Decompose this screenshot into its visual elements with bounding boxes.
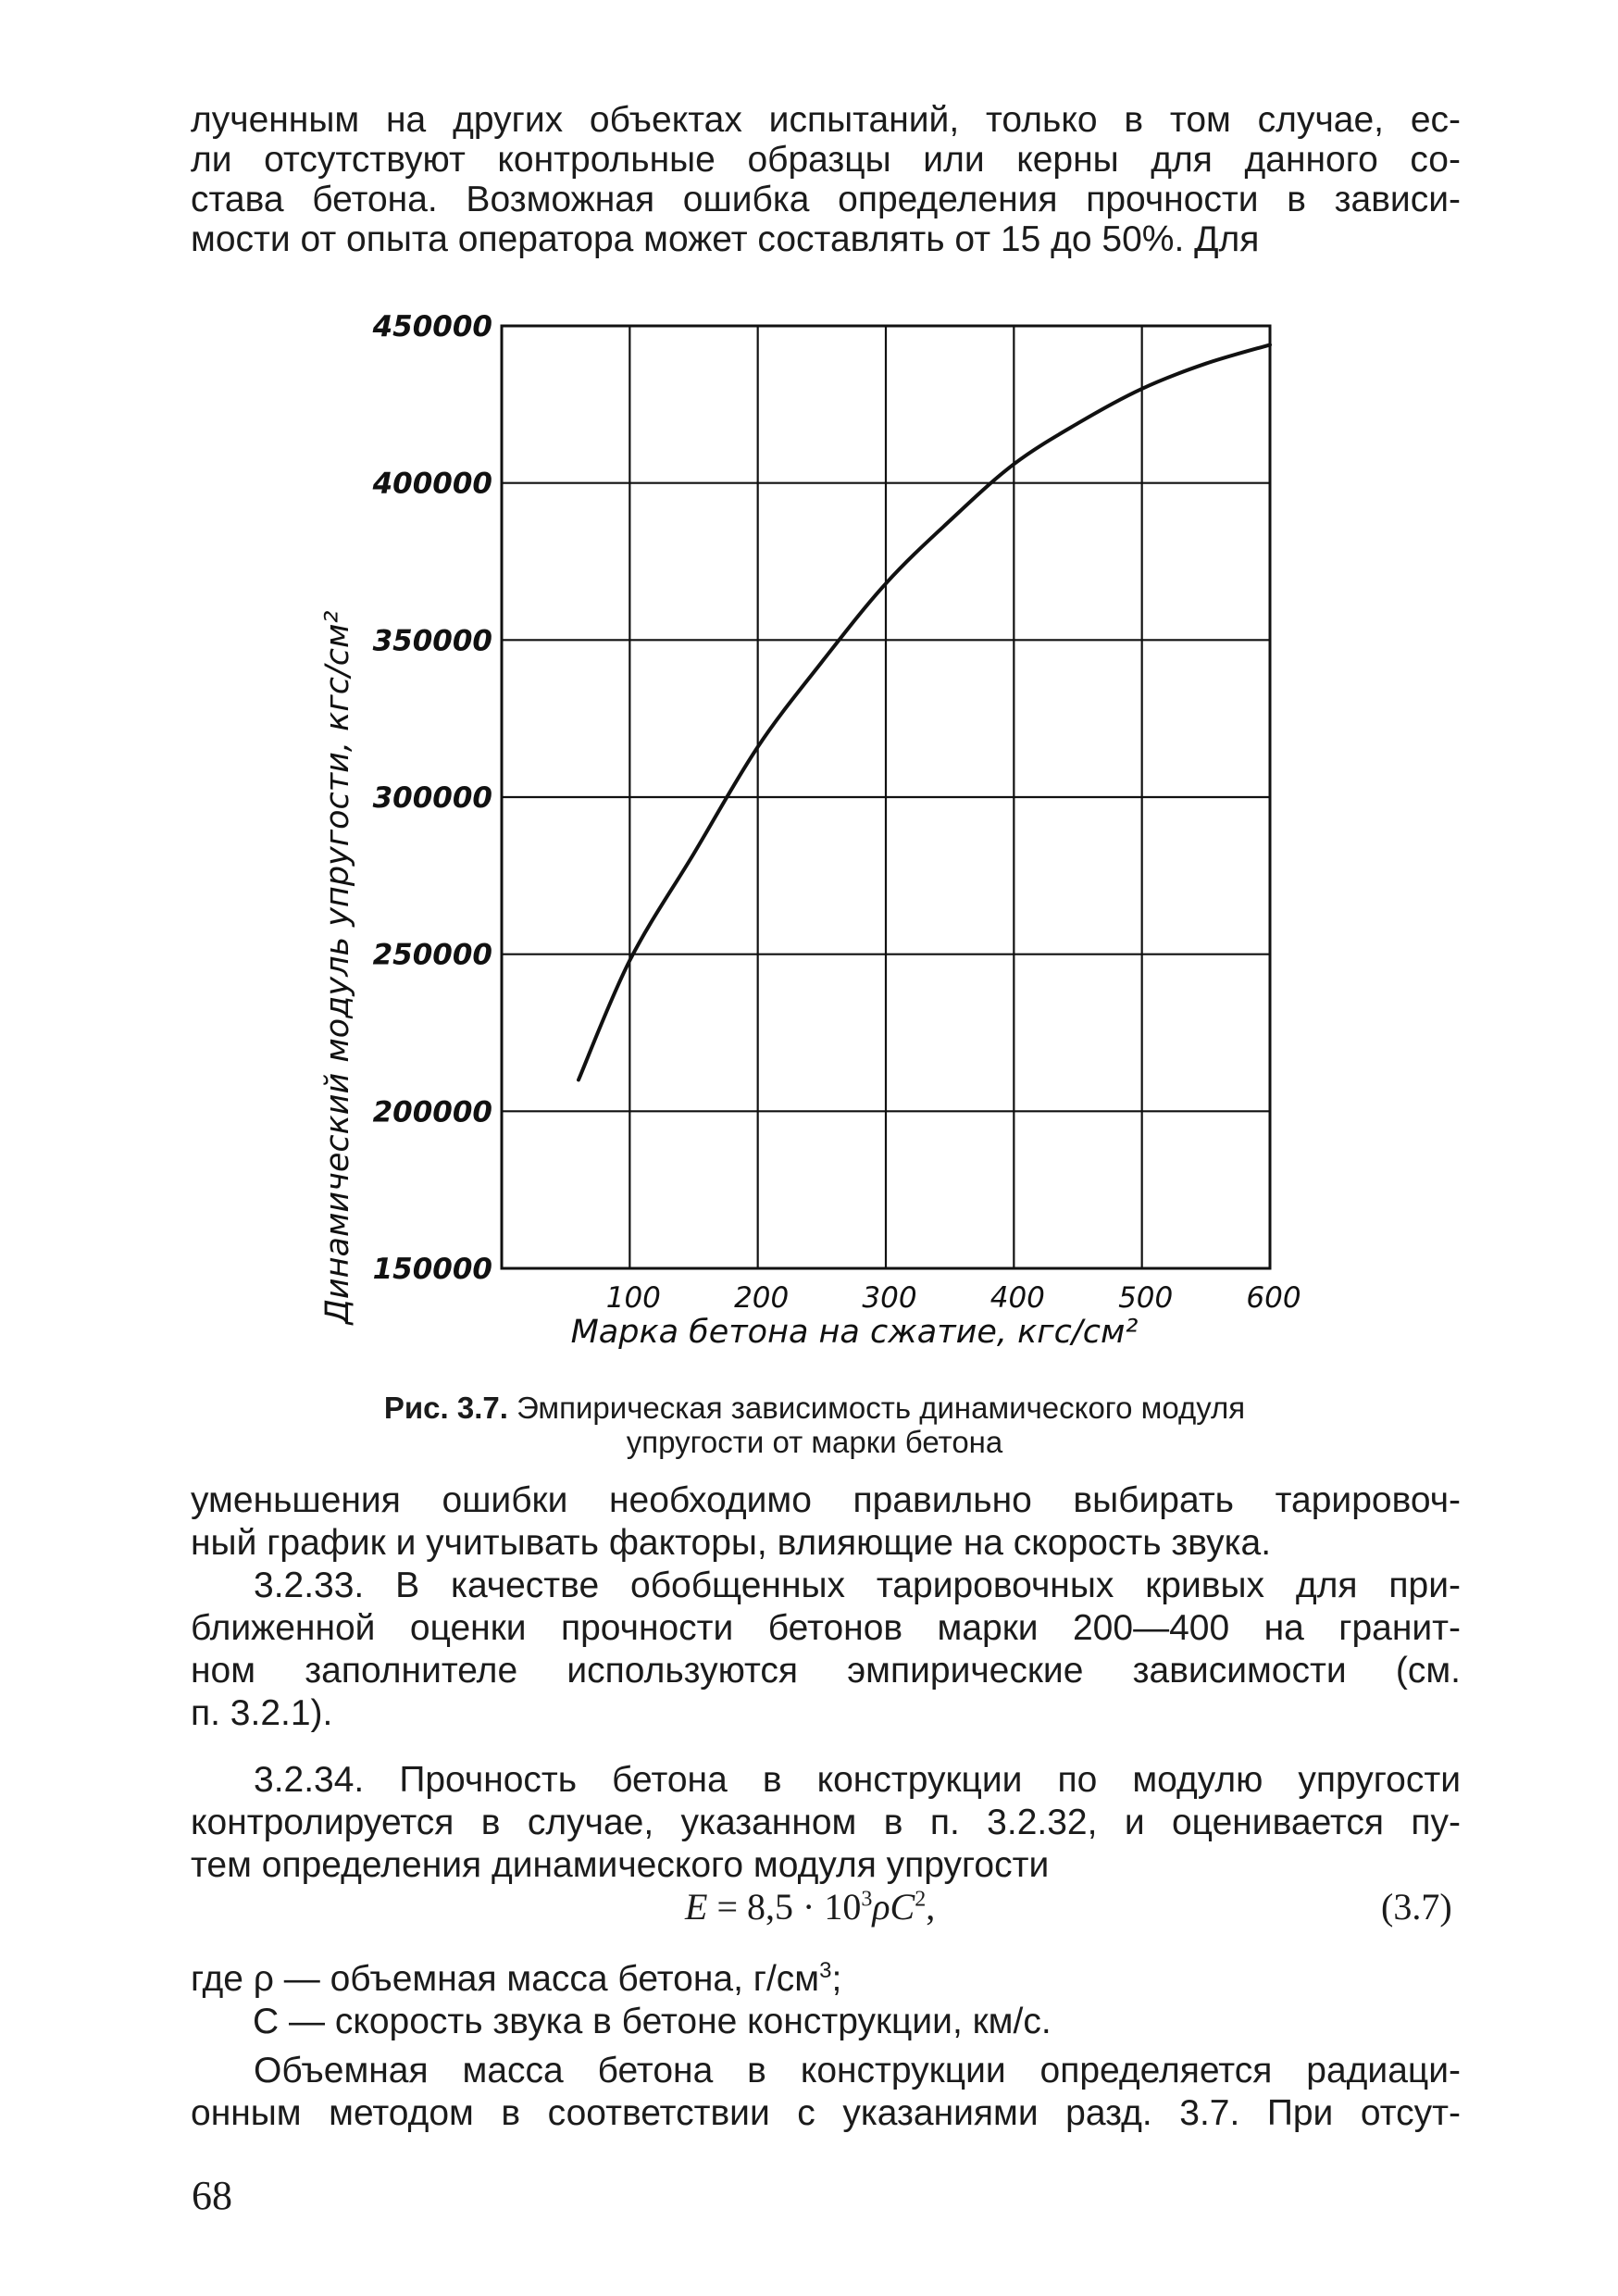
text-line: мости от опыта оператора может составлять от 15 до 50%. Для	[191, 219, 1260, 259]
definition-rho	[191, 1950, 1052, 2001]
text-line: 3.2.34. Прочность бетона в конструкции по модулю упругости	[254, 1760, 1461, 1800]
text-line: ли отсутствуют контрольные образцы или керны для данного со-	[191, 140, 1461, 180]
y-tick-label: 400000	[372, 467, 492, 501]
series-line	[579, 344, 1270, 1079]
y-tick-label: 450000	[372, 310, 492, 343]
definition-sup: 3	[819, 1958, 832, 1983]
y-tick-label: 150000	[372, 1253, 492, 1286]
caption-text: упругости от марки бетона	[626, 1425, 1003, 1459]
bottom-paragraph	[191, 2050, 1461, 2135]
page-number: 68	[192, 2173, 232, 2218]
formula-exponent: 3	[861, 1887, 873, 1912]
y-tick-label: 300000	[372, 781, 492, 815]
y-axis-label: Динамический модуль упругости, кгс/см²	[319, 610, 356, 1325]
equation-number: (3.7)	[1381, 1886, 1452, 1928]
top-paragraph	[191, 100, 1461, 259]
text-line: тем определения динамического модуля упругости	[191, 1845, 1050, 1885]
text-line: онным методом в соответствии с указаниями разд. 3.7. При отсут-	[191, 2093, 1461, 2133]
y-tick-label: 350000	[372, 624, 492, 658]
variable-definitions	[191, 1950, 1052, 2043]
formula-tail: ,	[926, 1886, 936, 1928]
x-tick-label: 500	[1118, 1281, 1174, 1315]
y-tick-label: 200000	[372, 1095, 492, 1129]
chart-figure	[305, 294, 1324, 1387]
x-tick-label: 200	[734, 1281, 790, 1315]
formula-lhs: E	[685, 1886, 708, 1928]
text-line: п. 3.2.1).	[191, 1693, 333, 1733]
formula-variables: ρC	[872, 1886, 915, 1928]
x-tick-label: 100	[605, 1281, 661, 1315]
formula-coefficient: = 8,5 · 10	[707, 1886, 862, 1928]
text-line: уменьшения ошибки необходимо правильно выбирать тарировоч-	[191, 1480, 1461, 1520]
x-tick-label: 400	[989, 1281, 1045, 1315]
x-tick-label: 300	[862, 1281, 917, 1315]
definition-c: C — скорость звука в бетоне конструкции, км/с.	[253, 2002, 1052, 2041]
formula-exponent: 2	[915, 1887, 927, 1912]
caption-text: Эмпирическая зависимость динамического модуля	[517, 1391, 1246, 1425]
formula	[685, 1885, 935, 1928]
x-axis-label: Марка бетона на сжатие, кгс/см²	[570, 1314, 1139, 1351]
x-tick-label: 600	[1246, 1281, 1301, 1315]
text-line: контролируется в случае, указанном в п. 3.2.32, и оценивается пу-	[191, 1803, 1461, 1842]
text-line: ближенной оценки прочности бетонов марки 200—400 на гранит-	[191, 1608, 1461, 1648]
definition-text: ;	[831, 1959, 842, 1999]
figure-caption	[315, 1391, 1314, 1459]
text-line: ный график и учитывать факторы, влияющие на скорость звука.	[191, 1523, 1272, 1563]
y-tick-label: 250000	[372, 938, 492, 972]
caption-label: Рис. 3.7.	[383, 1391, 508, 1425]
definition-text: где ρ — объемная масса бетона, г/см	[191, 1959, 820, 1999]
text-line: ном заполнителе используются эмпирические зависимости (см.	[191, 1651, 1461, 1691]
middle-paragraphs	[191, 1479, 1461, 1887]
text-line: става бетона. Возможная ошибка определения прочности в зависи-	[191, 180, 1461, 219]
text-line: 3.2.33. В качестве обобщенных тарировочных кривых для при-	[254, 1566, 1461, 1605]
text-line: Объемная масса бетона в конструкции определяется радиаци-	[254, 2051, 1461, 2090]
text-line: лученным на других объектах испытаний, только в том случае, ес-	[191, 100, 1461, 140]
